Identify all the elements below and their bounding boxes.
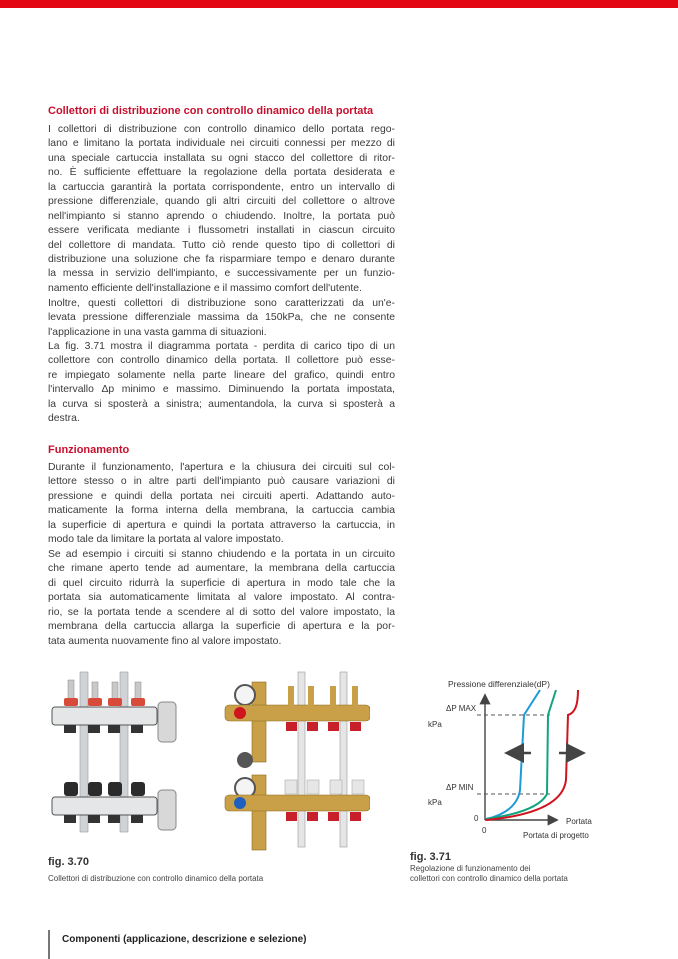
text-line: namento efficiente dell'installazione e il massimo comfort dell'utente. (48, 282, 362, 294)
curve-design-flow (486, 690, 578, 820)
text-line: nell'impianto si stanno aprendo o chiudendo. Inoltre, la portata può (48, 210, 395, 222)
text-line: la superficie di apertura e quindi la portata attraverso la cartuccia, in (48, 519, 395, 531)
paragraph (48, 297, 395, 340)
dp-min-label: ΔP MIN (446, 783, 474, 792)
figure-caption: Collettori di distribuzione con controllo dinamico della portata (48, 874, 264, 883)
top-accent-bar (0, 0, 678, 8)
figure-number: fig. 3.71 (410, 851, 451, 863)
paragraph (48, 461, 395, 548)
text-line: La fig. 3.71 mostra il diagramma portata - perdita di carico tipo di un (48, 341, 395, 352)
text-line: la messa in servizio dell'impianto, e successivamente per un funzio- (48, 268, 395, 280)
text-line: membrana della cartuccia allarga la superficie di apertura e la por- (48, 621, 395, 633)
text-line: I collettori di distribuzione con controllo dinamico dello portata rego- (48, 124, 395, 135)
curve-low-flow (486, 690, 540, 819)
collector-photos (40, 660, 370, 855)
y-axis-label: Pressione differenziale(dP) (448, 679, 550, 689)
text-line: del collettore di mandata. Tutto ciò rende questo tipo di collettori di (48, 239, 395, 251)
text-line: essere verificata mediante i flussometri installati in ciascun circuito (48, 225, 395, 237)
text-line: modo tale da limitare la portata al valore impostato. (48, 534, 284, 546)
section-title: Funzionamento (48, 444, 130, 456)
design-flow-label: Portata di progetto (523, 831, 589, 840)
paragraph (48, 340, 395, 427)
brass-collector-image (225, 672, 370, 850)
text-line: collettore con controllo dinamico della portata. Il collettore può esse- (48, 355, 395, 367)
text-line: pressione differenziale, quando gli altri circuiti del collettore o altrove (48, 196, 395, 208)
footer-divider (48, 930, 50, 959)
x-zero-label: 0 (482, 826, 487, 835)
paragraph (48, 548, 395, 649)
figure-caption-line: collettori con controllo dinamico della portata (410, 874, 568, 883)
text-line: maticamente la forma interna della membrana, la cartuccia cambia (48, 505, 395, 517)
text-line: portata sia automaticamente limitata al valore impostato. Al contra- (48, 592, 395, 604)
text-line: che rimane aperto tende ad aumentare, la membrana della cartuccia (48, 563, 395, 575)
text-line: la cartuccia garantirà la portata corrispondente, entro un intervallo di (48, 181, 395, 193)
stainless-collector-image (52, 672, 176, 832)
text-line: Se ad esempio i circuiti si stanno chiudendo e la portata in un circuito (48, 549, 395, 560)
text-line: no. È sufficiente effettuare la regolazione della portata desiderata e (48, 167, 395, 179)
text-line: una speciale cartuccia installata su ogni stacco del collettore di ritor- (48, 152, 395, 164)
y-zero-label: 0 (474, 814, 479, 823)
x-axis-label: Portata (566, 817, 592, 826)
text-line: levata pressione differenziale massima da 150kPa, che ne consente (48, 312, 395, 324)
text-line: l'intervallo Δp minimo e massimo. Diminuendo la portata impostata, (48, 384, 395, 396)
text-line: lettore stesso o in altre parti dell'impianto può causare variazioni di (48, 476, 395, 488)
text-line: destra. (48, 413, 80, 425)
text-line: distribuzione una soluzione che fa risparmiare tempo e denaro durante (48, 253, 395, 265)
figure-number: fig. 3.70 (48, 856, 89, 868)
paragraph (48, 123, 395, 296)
text-line: Durante il funzionamento, l'apertura e la chiusura dei circuiti sul col- (48, 462, 395, 473)
text-line: tata aumenta nuovamente fino al valore impostato. (48, 635, 282, 647)
text-line: la curva si sposterà a sinistra; aumentandola, la curva si sposterà a (48, 398, 395, 410)
text-line: Inoltre, questi collettori di distribuzione sono caratterizzati da un'e- (48, 298, 395, 309)
text-line: pressione e quindi della portata nei circuiti aperti. Adattando auto- (48, 490, 395, 502)
text-line: re impiegato solamente nella parte lineare del grafico, quindi entro (48, 369, 395, 381)
section-title: Collettori di distribuzione con controllo dinamico della portata (48, 105, 374, 117)
text-line: lano e limitano la portata individuale nei circuiti connessi per mezzo di (48, 138, 395, 150)
dp-max-label: ΔP MAX (446, 704, 477, 713)
text-line: di quel circuito ridurrà la superficie di apertura in modo tale che la (48, 577, 395, 589)
unit-label: kPa (428, 798, 442, 807)
text-line: rio, se la portata tende a scendere al di sotto del valore impostato, la (48, 606, 395, 618)
footer-section-title: Componenti (applicazione, descrizione e selezione) (62, 934, 307, 945)
unit-label: kPa (428, 720, 442, 729)
text-line: l'applicazione in una vasta gamma di situazioni. (48, 326, 267, 338)
figure-caption-line: Regolazione di funzionamento dei (410, 864, 531, 873)
curve-mid-flow (486, 690, 556, 819)
